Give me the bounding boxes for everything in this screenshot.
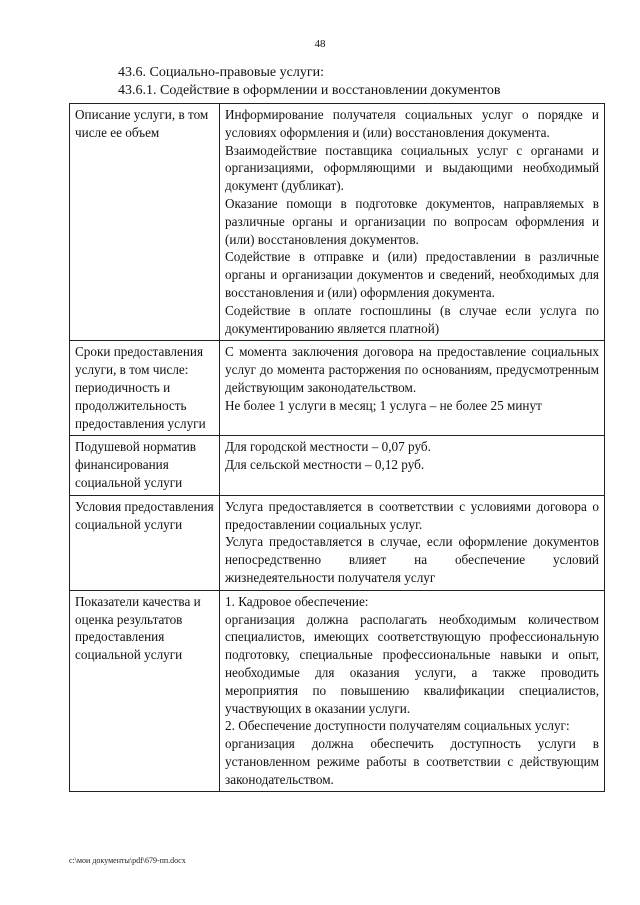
row-content (220, 590, 605, 792)
paragraph: Для городской местности – 0,07 руб. (225, 439, 431, 455)
paragraph: Услуга предоставляется в случае, если оформление документов непосредственно влияет на обеспечение условий жизнедеятельности получателя услуг (225, 534, 599, 585)
row-content (220, 436, 605, 495)
paragraph: Информирование получателя социальных услуг о порядке и условиях оформления и (или) восстановления документа. (225, 107, 599, 140)
paragraph: организация должна обеспечить доступность услуги в установленном режиме работы в соответствии с действующим законодательством. (225, 736, 599, 787)
row-label: Описание услуги, в том числе ее объем (70, 104, 220, 341)
paragraph: организация должна располагать необходимым количеством специалистов, имеющих соответствующую профессиональную подготовку, специальные профессиональные навыки и опыт, необходимые для оказания услуги, а также проводить мероприятия по повышению квалификации специалистов, участвующих в оказании услуги. (225, 611, 599, 716)
section-heading: 43.6. Социально-правовые услуги: (118, 65, 324, 80)
table-row-quality (70, 590, 605, 792)
paragraph: 2. Обеспечение доступности получателям социальных услуг: (225, 718, 570, 734)
row-label: Показатели качества и оценка результатов предоставления социальной услуги (70, 590, 220, 792)
paragraph: 1. Кадровое обеспечение: (225, 593, 369, 609)
footer-file-path: c:\мои документы\pdf\679-пп.docx (69, 856, 186, 865)
paragraph: С момента заключения договора на предоставление социальных услуг до момента расторжения по основаниям, предусмотренным действующим законодательством. (225, 344, 599, 395)
row-content (220, 341, 605, 436)
page-number: 48 (314, 38, 326, 50)
row-label: Условия предоставления социальной услуги (70, 495, 220, 590)
row-label: Сроки предоставления услуги, в том числе: периодичность и продолжительность предоставления услуги (70, 341, 220, 436)
table-row-terms (70, 341, 605, 436)
row-label: Подушевой норматив финансирования социальной услуги (70, 436, 220, 495)
subsection-heading: 43.6.1. Содействие в оформлении и восстановлении документов (118, 83, 501, 98)
paragraph: Содействие в оплате госпошлины (в случае если услуга по документированию является платной) (225, 302, 599, 336)
paragraph: Услуга предоставляется в соответствии с условиями договора о предоставлении социальных услуг. (225, 498, 599, 532)
paragraph: Содействие в отправке и (или) предоставлении в различные органы и организации документов и сведений, необходимых для восстановления и (или) оформления документа. (225, 249, 599, 300)
table-row-financing (70, 436, 605, 495)
paragraph: Взаимодействие поставщика социальных услуг с органами и организациями, оформляющими и выдающими необходимый документ (дубликат). (225, 142, 599, 194)
table-row-conditions (70, 495, 605, 590)
row-content (220, 495, 605, 590)
row-content (220, 104, 605, 341)
paragraph: Не более 1 услуги в месяц; 1 услуга – не более 25 минут (225, 397, 542, 413)
service-table (69, 103, 605, 792)
paragraph: Для сельской местности – 0,12 руб. (225, 457, 425, 473)
paragraph: Оказание помощи в подготовке документов, направляемых в различные органы и организации по вопросам оформления и (или) восстановления документов. (225, 195, 599, 247)
table-row-description (70, 104, 605, 341)
